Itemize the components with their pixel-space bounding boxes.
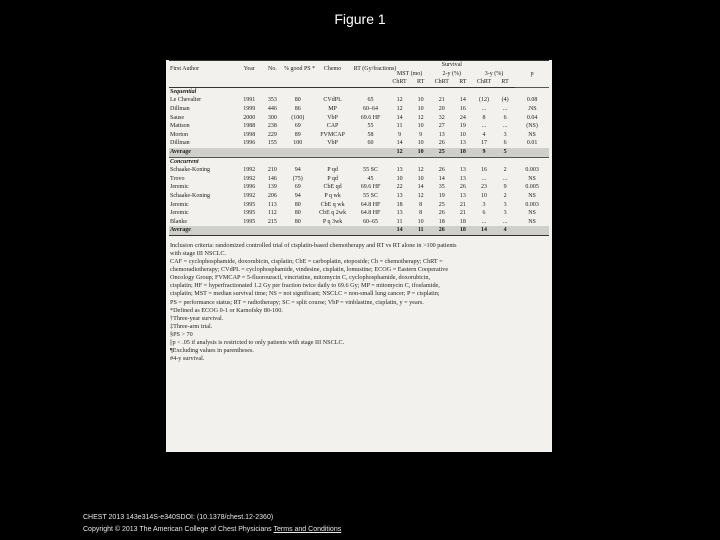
citation-text: CHEST 2013 143e314S-e340SDOI: (10.1378/chest.12-2360) xyxy=(83,514,274,521)
footnote-line: PS = performance status; RT = radiotherapy; SC = split course; VbP = vinblastine, cisplatin, y = years. xyxy=(170,298,424,306)
copyright-text: Copyright © 2013 The American College of Chest Physicians xyxy=(83,526,272,533)
header-2y-chrt: ChRT xyxy=(431,78,453,87)
footnote-line: †Three-year survival. xyxy=(170,314,224,322)
figure-image xyxy=(166,60,552,452)
copyright-line xyxy=(83,526,341,533)
header-mst: MST (mo) xyxy=(396,70,423,77)
header-mst-rt: RT xyxy=(411,78,431,87)
header-mst-chrt: ChRT xyxy=(388,78,410,87)
header-good-ps: % good PS * xyxy=(283,61,313,79)
footnote-line: ||p < .05 if analysis is restricted to only patients with stage III NSCLC. xyxy=(170,339,345,346)
table-footnotes xyxy=(170,242,548,363)
table-row: Trovo 1992 146 (75) P qd 45 10 10 14 13 ... ... NS xyxy=(170,175,536,182)
table-row: Schaake-Koning 1992 206 94 P q wk 55 SC 13 12 19 13 10 2 NS xyxy=(170,192,536,199)
footnote-line: chemoradiotherapy; CVdPL = cyclophosphamide, vindesine, cisplatin, lomustine; ECOG = Eastern Cooperative xyxy=(170,266,449,274)
section-label: Concurrent xyxy=(169,157,549,166)
header-3y-rt: RT xyxy=(495,78,515,87)
header-rt: RT (Gy/fractions) xyxy=(353,61,389,79)
table-row: Sause 2000 300 (100) VbP 69.6 HF 14 12 32 24 8 6 0.04 xyxy=(170,114,538,121)
header-3y-chrt: ChRT xyxy=(473,78,495,87)
table-row: Dillman 1996 155 100 VbP 60 14 10 26 13 17 6 0.01 xyxy=(170,140,538,147)
header-first-author: First Author xyxy=(169,61,237,79)
footnote-line: Inclusion criteria: randomized controlled trial of cisplatin-based chemotherapy and RT vs RT alone in >100 patients xyxy=(170,241,457,249)
table-row: Jeremic 1995 113 80 CbE q wk 64.8 HF 18 8 25 21 3 3 0.003 xyxy=(170,201,539,208)
table-row: Mattson 1988 238 69 CAP 55 11 10 27 19 ... ... (NS) xyxy=(170,123,538,130)
average-row: Average 14 11 26 18 14 4 xyxy=(169,226,549,235)
header-p: p xyxy=(515,61,549,88)
terms-and-conditions-link[interactable]: Terms and Conditions xyxy=(273,526,342,533)
footnote-line: cisplatin; HF = hyperfractionated 1.2 Gy per fraction twice daily to 69.6 Gy; MP = mitomycin C, ifosfamide, xyxy=(170,282,440,290)
footnote-line: ‡Three-arm trial. xyxy=(170,322,213,330)
survival-table xyxy=(169,60,549,236)
table-row: Morton 1998 229 89 FVMCAP 58 9 9 13 10 4 3 NS xyxy=(170,131,536,138)
header-year: Year xyxy=(237,61,262,79)
table-row: Jeremic 1995 112 80 CbE q 2wk 64.8 HF 13 8 26 21 6 3 NS xyxy=(170,210,536,217)
footnote-line: ¶Excluding values in parentheses. xyxy=(170,347,254,355)
footnote-line: Oncology Group; FVMCAP = 5-fluorouracil, vincristine, mitomycin C, cyclophosphamide, doxorubicin, xyxy=(170,274,431,282)
header-2y: 2-y (%) xyxy=(442,70,462,77)
footnote-line: cisplatin; MST = median survival time; NS = not significant; NSCLC = non-small lung cancer; P = cisplatin; xyxy=(170,290,440,298)
table-row: Schaake-Koning 1992 210 94 P qd 55 SC 13 12 26 13 16 2 0.003 xyxy=(170,167,539,174)
header-chemo: Chemo xyxy=(313,61,353,79)
average-row: Average 12 10 25 18 9 5 xyxy=(169,148,549,157)
section-label: Sequential xyxy=(169,87,549,96)
footnote-line: with stage III NSCLC. xyxy=(170,249,227,257)
footnote-line: #4-y survival. xyxy=(170,355,205,363)
header-3y: 3-y (%) xyxy=(484,70,504,77)
figure-title: Figure 1 xyxy=(334,11,386,27)
header-2y-rt: RT xyxy=(453,78,473,87)
footnote-line: §PS > 70 xyxy=(170,330,193,338)
table-row: Dillman 1999 446 86 MP 60–64 12 10 20 16 ... ... .NS xyxy=(170,105,537,112)
table-row: Blanke 1995 215 80 P q 3wk 60–65 11 10 18 18 ... ... NS xyxy=(170,218,536,225)
table-row: Le Chevalier 1991 353 80 CVdPL 65 12 10 21 14 (12) (4) 0.08 xyxy=(170,97,538,104)
table-row: Jeremic 1996 139 69 CbE qd 69.6 HF 22 14 35 26 23 9 0.005 xyxy=(170,184,539,191)
header-no: No. xyxy=(262,61,283,79)
footnote-line: CAF = cyclophosphamide, doxorubicin, cisplatin; CbE = carboplatin, etoposide; Ch = chemotherapy; ChRT = xyxy=(170,258,443,266)
header-survival: Survival xyxy=(388,61,515,70)
footnote-line: *Defined as ECOG 0-1 or Karnofsky 80-100. xyxy=(170,306,283,314)
